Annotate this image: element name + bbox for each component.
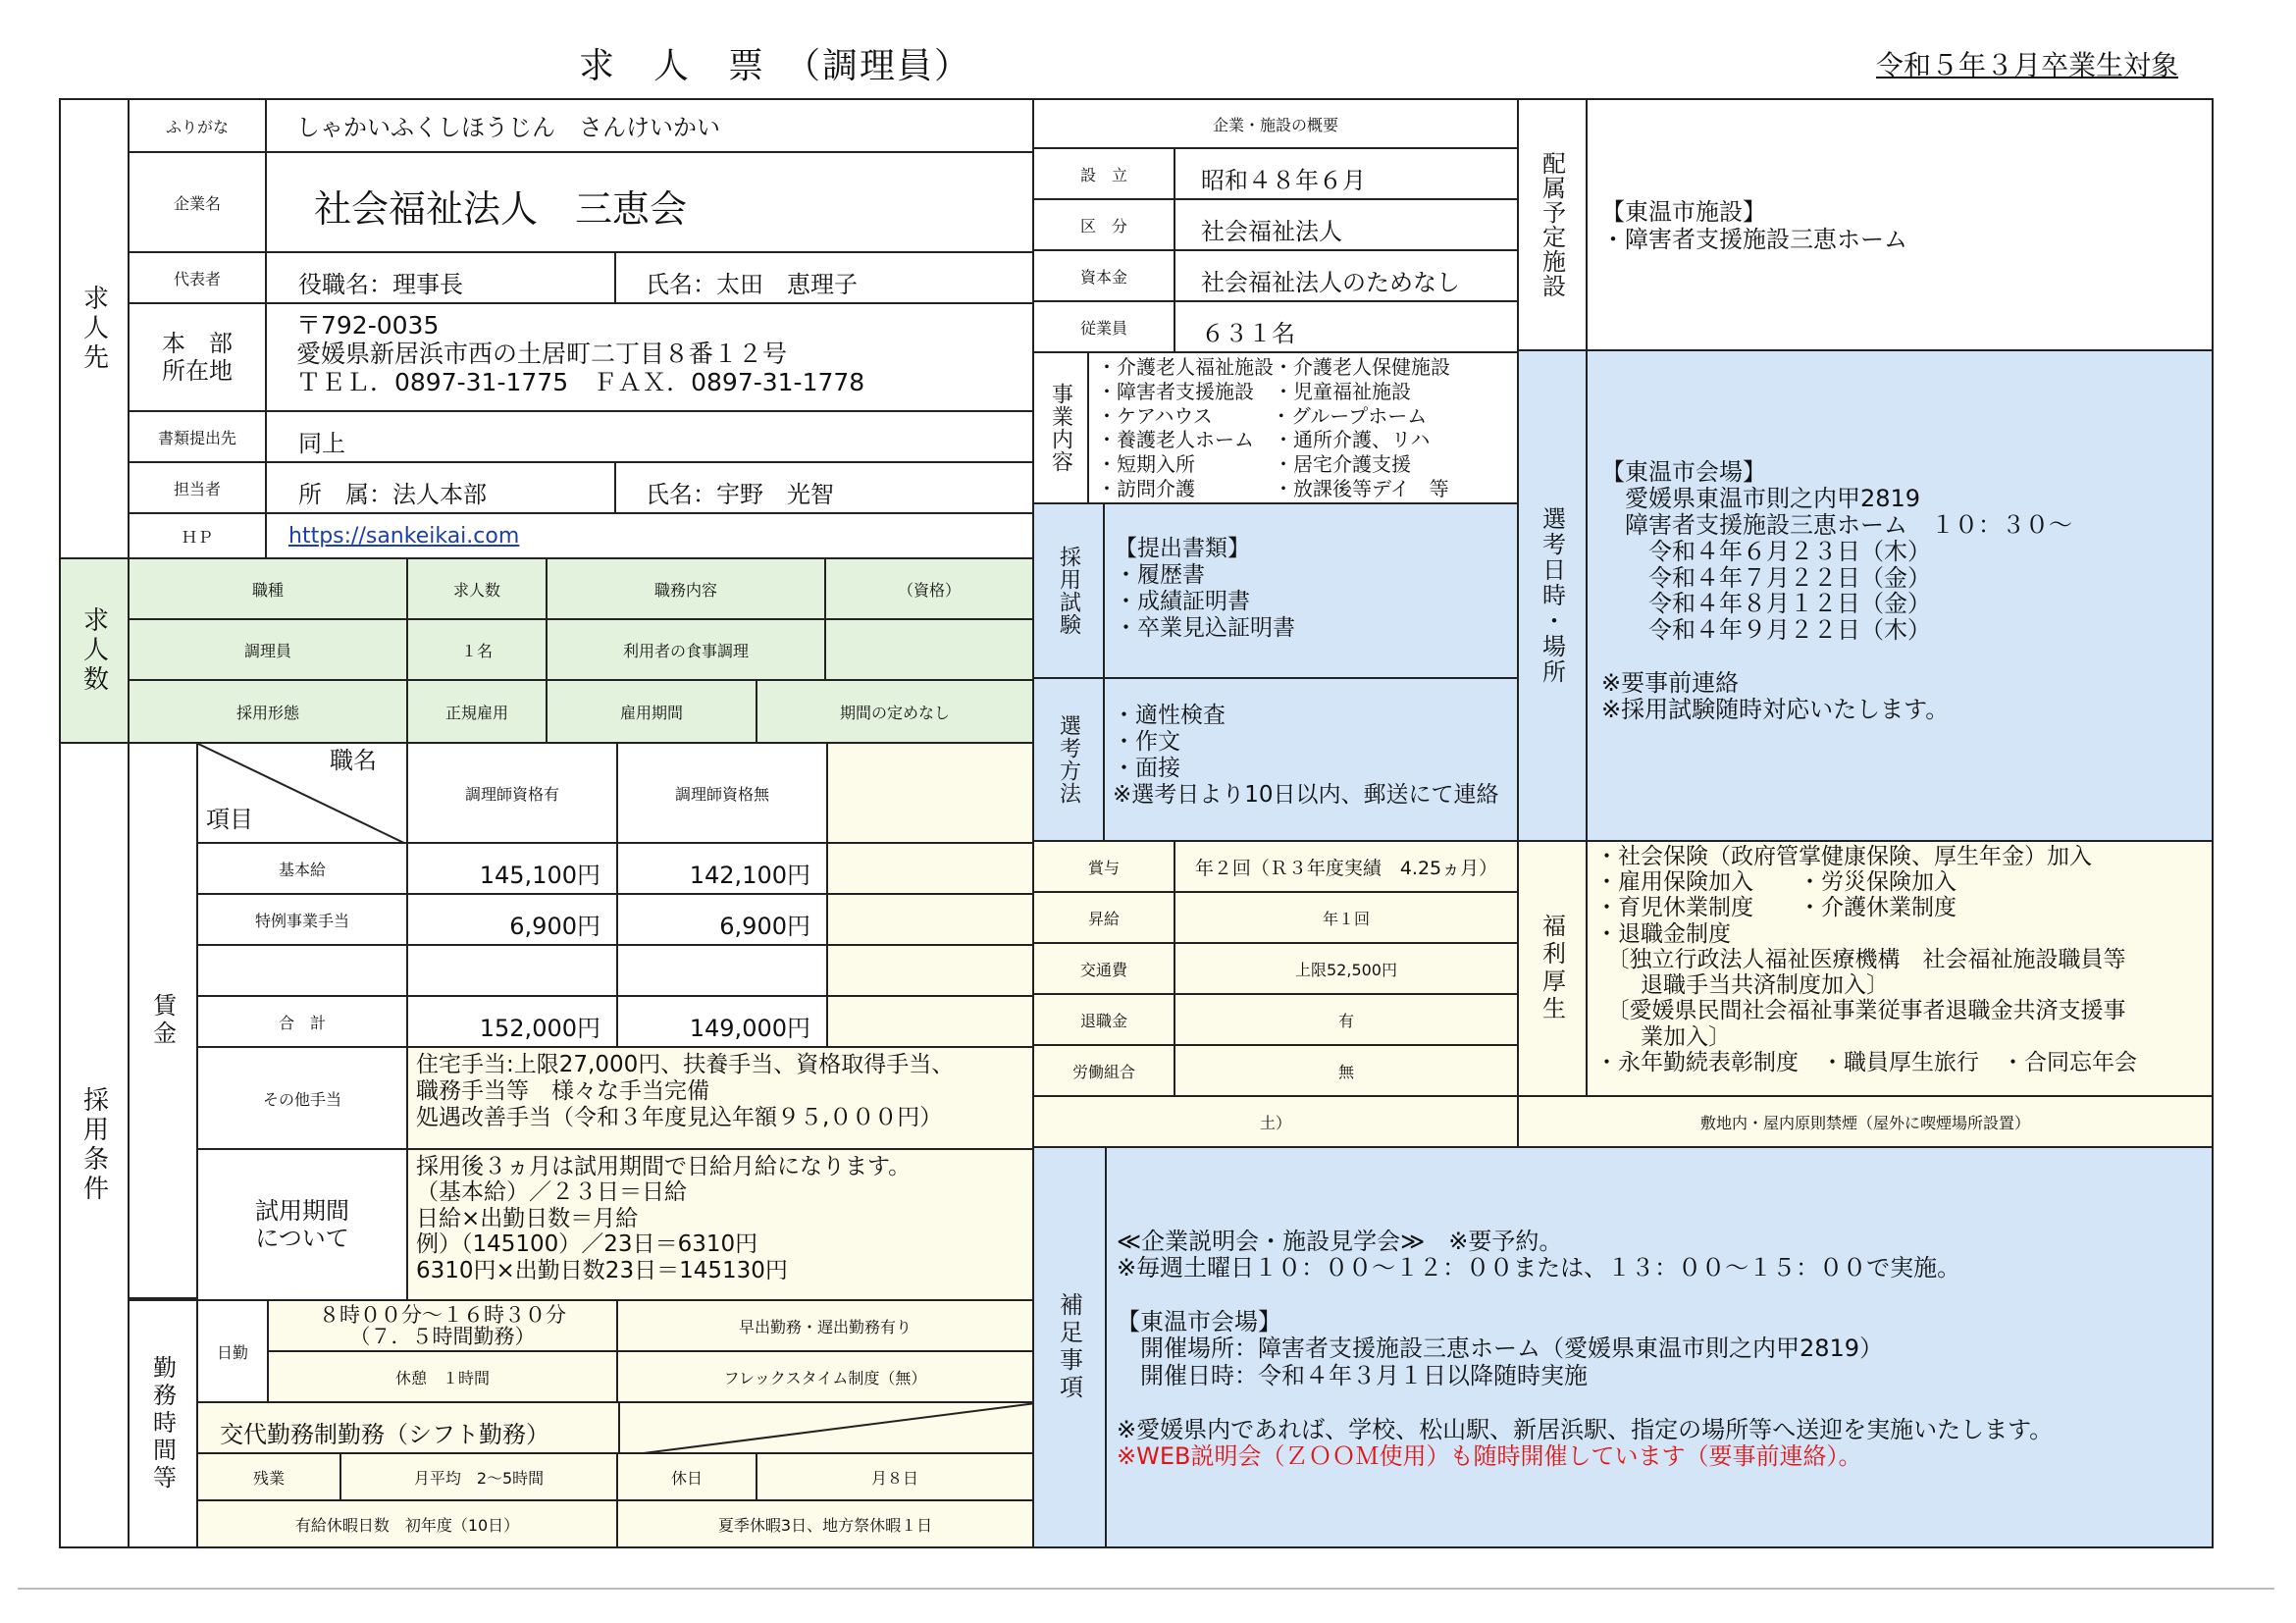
recruit-header-count: 求人数 bbox=[406, 557, 548, 620]
wage-row-empty-blank bbox=[826, 944, 1034, 997]
company-name: 社会福祉法人 三恵会 bbox=[265, 151, 1034, 253]
representative-title: 役職名：理事長 bbox=[265, 251, 616, 304]
supplement-box bbox=[1105, 1146, 2214, 1548]
shift-work-diagonal bbox=[618, 1401, 1034, 1454]
overtime-label: 残業 bbox=[196, 1452, 341, 1501]
section-kyujinsu: 求人数 bbox=[59, 557, 130, 744]
recruit-count: １名 bbox=[406, 618, 548, 681]
assignment-label: 配属予定施設 bbox=[1517, 98, 1588, 351]
wage-diagonal-header bbox=[196, 742, 408, 844]
representative-name: 氏名：太田 恵理子 bbox=[614, 251, 1034, 304]
early-late-shift: 早出勤務・遅出勤務有り bbox=[616, 1299, 1034, 1352]
bonus-label: 賞与 bbox=[1032, 840, 1175, 893]
summer-leave: 夏季休暇3日、地方祭休暇１日 bbox=[616, 1499, 1034, 1548]
overview-label-founded: 設 立 bbox=[1032, 147, 1175, 200]
recruit-header-qualification: （資格） bbox=[824, 557, 1034, 620]
wage-row-empty-label bbox=[196, 944, 408, 997]
diag-bottom-label: 項目 bbox=[206, 805, 253, 833]
overview-label-capital: 資本金 bbox=[1032, 249, 1175, 302]
wage-row-base-blank bbox=[826, 842, 1034, 895]
supplement-text: ≪企業説明会・施設見学会≫ ※要予約。 ※毎週土曜日１０：００～１２：００または、１３：００～１５：００で実施。 【東温市会場】 開催場所：障害者支援施設三恵ホーム（愛媛県東温市則之内甲2819） 開催日時：令和４年３月１日以降随時実施 ※愛媛県内であれば、学校、松山駅、新居浜駅、指定の場所等へ送迎を実施いたします。 bbox=[1117, 1228, 2054, 1443]
supplement-web-note: ※WEB説明会（ＺＯＯＭ使用）も随時開催しています（要事前連絡）。 bbox=[1117, 1441, 1862, 1470]
bottom-rule bbox=[18, 1588, 2274, 1590]
contact-name: 氏名：宇野 光智 bbox=[614, 461, 1034, 514]
overview-label-type: 区 分 bbox=[1032, 198, 1175, 251]
section-saiyo-joken: 採用条件 bbox=[59, 742, 130, 1548]
business-list: ・介護老人福祉施設・介護老人保健施設 ・障害者支援施設 ・児童福祉施設 ・ケアハウス ・グループホーム ・養護老人ホーム ・通所介護、リハ ・短期入所 ・居宅介護支援 ・訪問介護 ・放課後等デイ 等 bbox=[1087, 351, 1519, 504]
furigana-label: ふりがな bbox=[128, 98, 267, 153]
supplement-label: 補足事項 bbox=[1032, 1146, 1107, 1548]
overview-type: 社会福祉法人 bbox=[1174, 198, 1519, 251]
overview-founded: 昭和４８年６月 bbox=[1174, 147, 1519, 200]
overview-label-employees: 従業員 bbox=[1032, 300, 1175, 353]
representative-label: 代表者 bbox=[128, 251, 267, 304]
wage-row-total-blank bbox=[826, 995, 1034, 1048]
method-text: ・適性検査 ・作文 ・面接 ※選考日より10日以内、郵送にて連絡 bbox=[1103, 677, 1519, 842]
welfare-label: 福利厚生 bbox=[1517, 840, 1588, 1097]
exam-label: 採用試験 bbox=[1032, 502, 1105, 679]
hours-label: 勤務時間等 bbox=[128, 1299, 198, 1548]
documents-label: 書類提出先 bbox=[128, 410, 267, 463]
recruit-job: 調理員 bbox=[128, 618, 408, 681]
exam-text: 【提出書類】 ・履歴書 ・成績証明書 ・卒業見込証明書 bbox=[1103, 502, 1519, 679]
raise-label: 昇給 bbox=[1032, 891, 1175, 944]
schedule-label: 選考日時・場所 bbox=[1517, 349, 1588, 842]
employment-period: 期間の定めなし bbox=[756, 679, 1034, 744]
employment-form-label: 採用形態 bbox=[128, 679, 408, 744]
recruit-duties: 利用者の食事調理 bbox=[546, 618, 826, 681]
wage-row-total-v1: 152,000円 bbox=[406, 995, 618, 1048]
other-allowance-label: その他手当 bbox=[196, 1046, 408, 1150]
wage-row-base-label: 基本給 bbox=[196, 842, 408, 895]
bonus-value: 年２回（Ｒ３年度実績 4.25ヵ月） bbox=[1174, 840, 1519, 893]
overview-capital: 社会福祉法人のためなし bbox=[1174, 249, 1519, 302]
schedule-text: 【東温市会場】 愛媛県東温市則之内甲2819 障害者支援施設三恵ホーム １０：３０～ 令和４年６月２３日（木） 令和４年７月２２日（金） 令和４年８月１２日（金） 令和４年９月２２日（木） ※要事前連絡 ※採用試験随時対応いたします。 bbox=[1586, 349, 2214, 842]
hp-label: ＨＰ bbox=[128, 512, 267, 559]
wage-row-empty-v1 bbox=[406, 944, 618, 997]
trial-period-text: 採用後３ヵ月は試用期間で日給月給になります。 （基本給）／２３日＝日給 日給×出勤日数＝月給 例）（145100）／23日＝6310円 6310円×出勤日数23日＝145130円 bbox=[406, 1148, 1034, 1301]
flex-time: フレックスタイム制度（無） bbox=[616, 1350, 1034, 1403]
furigana-value: しゃかいふくしほうじん さんけいかい bbox=[265, 98, 1034, 153]
shift-diagonal-line bbox=[620, 1403, 1034, 1454]
recruit-header-duties: 職務内容 bbox=[546, 557, 826, 620]
contact-department: 所 属：法人本部 bbox=[265, 461, 616, 514]
retirement-value: 有 bbox=[1174, 993, 1519, 1046]
overtime-value: 月平均 2～5時間 bbox=[339, 1452, 618, 1501]
wage-row-empty-v2 bbox=[616, 944, 828, 997]
transport-value: 上限52,500円 bbox=[1174, 942, 1519, 995]
raise-value: 年１回 bbox=[1174, 891, 1519, 944]
wage-col2-header: 調理師資格無 bbox=[616, 742, 828, 844]
recruit-qualification bbox=[824, 618, 1034, 681]
union-value: 無 bbox=[1174, 1044, 1519, 1097]
shift-work: 交代勤務制勤務（シフト勤務） bbox=[196, 1401, 620, 1454]
wage-row-total-label: 合 計 bbox=[196, 995, 408, 1048]
paid-leave: 有給休暇日数 初年度（10日） bbox=[196, 1499, 618, 1548]
break-time: 休憩 １時間 bbox=[267, 1350, 618, 1403]
page-title: 求 人 票 （調理員） bbox=[579, 46, 972, 86]
holiday-value: 月８日 bbox=[756, 1452, 1034, 1501]
welfare-text: ・社会保険（政府管掌健康保険、厚生年金）加入 ・雇用保険加入 ・労災保険加入 ・育児休業制度 ・介護休業制度 ・退職金制度 〔独立行政法人福祉医療機構 社会福祉施設職員等 退職手当共済制度加入〕 〔愛媛県民間社会福祉事業従事者退職金共済支援事 業加入〕 ・永年勤続表彰制度 ・職員厚生旅行 ・合同忘年会 bbox=[1586, 840, 2214, 1097]
wage-row-base-v2: 142,100円 bbox=[616, 842, 828, 895]
overview-employees: ６３１名 bbox=[1174, 300, 1519, 353]
assignment-text: 【東温市施設】 ・障害者支援施設三恵ホーム bbox=[1586, 98, 2214, 351]
union-label: 労働組合 bbox=[1032, 1044, 1175, 1097]
trial-period-label: 試用期間 について bbox=[196, 1148, 408, 1301]
wage-row-total-v2: 149,000円 bbox=[616, 995, 828, 1048]
company-name-label: 企業名 bbox=[128, 151, 267, 253]
employment-form: 正規雇用 bbox=[406, 679, 548, 744]
contact-label: 担当者 bbox=[128, 461, 267, 514]
hp-cell bbox=[265, 512, 1034, 559]
wage-row-allowance-v1: 6,900円 bbox=[406, 893, 618, 946]
headquarters-label: 本 部 所在地 bbox=[128, 302, 267, 412]
method-label: 選考方法 bbox=[1032, 677, 1105, 842]
holiday-label: 休日 bbox=[616, 1452, 757, 1501]
documents-value: 同上 bbox=[265, 410, 1034, 463]
diag-top-label: 職名 bbox=[330, 747, 377, 774]
overview-header: 企業・施設の概要 bbox=[1032, 98, 1519, 149]
benefits-extra: 土） bbox=[1032, 1095, 1519, 1148]
wage-row-base-v1: 145,100円 bbox=[406, 842, 618, 895]
recruit-header-job: 職種 bbox=[128, 557, 408, 620]
transport-label: 交通費 bbox=[1032, 942, 1175, 995]
wage-col1-header: 調理師資格有 bbox=[406, 742, 618, 844]
headquarters-address: 〒792-0035 愛媛県新居浜市西の土居町二丁目８番１２号 ＴＥＬ．0897-31-1775 ＦＡＸ．0897-31-1778 bbox=[265, 302, 1034, 412]
wage-row-allowance-label: 特例事業手当 bbox=[196, 893, 408, 946]
smoking-policy: 敷地内・屋内原則禁煙（屋外に喫煙場所設置） bbox=[1517, 1095, 2214, 1148]
dayshift-time: ８時００分～１６時３０分 （７．５時間勤務） bbox=[267, 1299, 618, 1352]
target-graduates: 令和５年３月卒業生対象 bbox=[1876, 49, 2179, 81]
hp-link[interactable]: https://sankeikai.com bbox=[288, 524, 520, 549]
business-label: 事業内容 bbox=[1032, 351, 1089, 504]
wage-label: 賃金 bbox=[128, 742, 198, 1299]
wage-row-allowance-v2: 6,900円 bbox=[616, 893, 828, 946]
retirement-label: 退職金 bbox=[1032, 993, 1175, 1046]
other-allowance-text: 住宅手当:上限27,000円、扶養手当、資格取得手当、 職務手当等 様々な手当完備 処遇改善手当（令和３年度見込年額９５,０００円） bbox=[406, 1046, 1034, 1150]
employment-period-label: 雇用期間 bbox=[546, 679, 757, 744]
wage-row-allowance-blank bbox=[826, 893, 1034, 946]
wage-blank-header bbox=[826, 742, 1034, 844]
dayshift-label: 日勤 bbox=[196, 1299, 269, 1403]
section-kyujinsaki: 求人先 bbox=[59, 98, 130, 559]
